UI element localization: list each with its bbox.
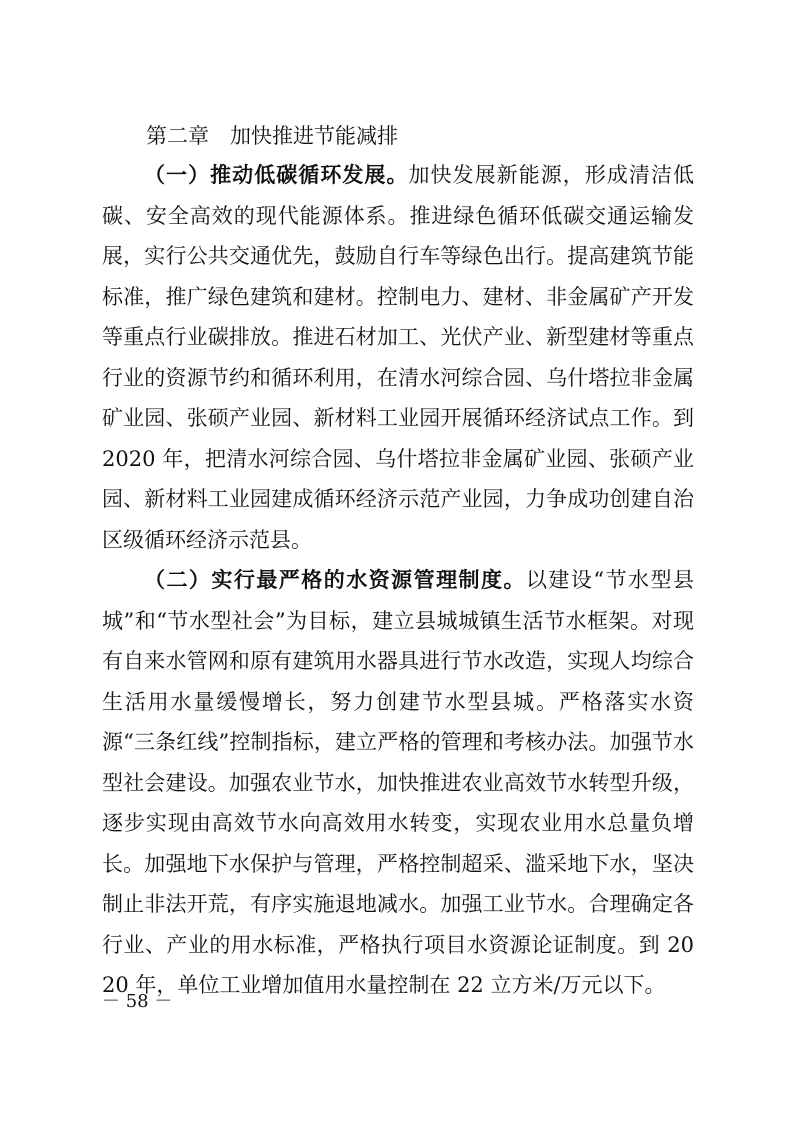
section-heading-2: （二）实行最严格的水资源管理制度。	[144, 567, 526, 592]
chapter-title: 第二章 加快推进节能减排	[146, 124, 398, 148]
section-paragraph-2	[102, 560, 694, 1006]
section-body-2: 以建设“节水型县城”和“节水型社会”为目标，建立县城城镇生活节水框架。对现有自来水管网和原有建筑用水器具进行节水改造，实现人均综合生活用水量缓慢增长，努力创建节水型县城。严格落实水资源“三条红线”控制指标，建立严格的管理和考核办法。加强节水型社会建设。加强农业节水，加快推进农业高效节水转型升级，逐步实现由高效节水向高效用水转变，实现农业用水总量负增长。加强地下水保护与管理，严格控制超采、滥采地下水，坚决制止非法开荒，有序实施退地减水。加强工业节水。合理确定各行业、产业的用水标准，严格执行项目水资源论证制度。到 2020 年，单位工业增加值用水量控制在 22 立方米/万元以下。	[102, 568, 694, 997]
page-content	[102, 117, 694, 1006]
section-paragraph-1	[102, 155, 694, 560]
section-heading-1: （一）推动低碳循环发展。	[144, 162, 409, 187]
section-body-1: 加快发展新能源，形成清洁低碳、安全高效的现代能源体系。推进绿色循环低碳交通运输发展，实行公共交通优先，鼓励自行车等绿色出行。提高建筑节能标准，推广绿色建筑和建材。控制电力、建材、非金属矿产开发等重点行业碳排放。推进石材加工、光伏产业、新型建材等重点行业的资源节约和循环利用，在清水河综合园、乌什塔拉非金属矿业园、张硕产业园、新材料工业园开展循环经济试点工作。到 2020 年，把清水河综合园、乌什塔拉非金属矿业园、张硕产业园、新材料工业园建成循环经济示范产业园，力争成功创建自治区级循环经济示范县。	[102, 163, 694, 552]
page-number: － 58 －	[102, 991, 173, 1012]
